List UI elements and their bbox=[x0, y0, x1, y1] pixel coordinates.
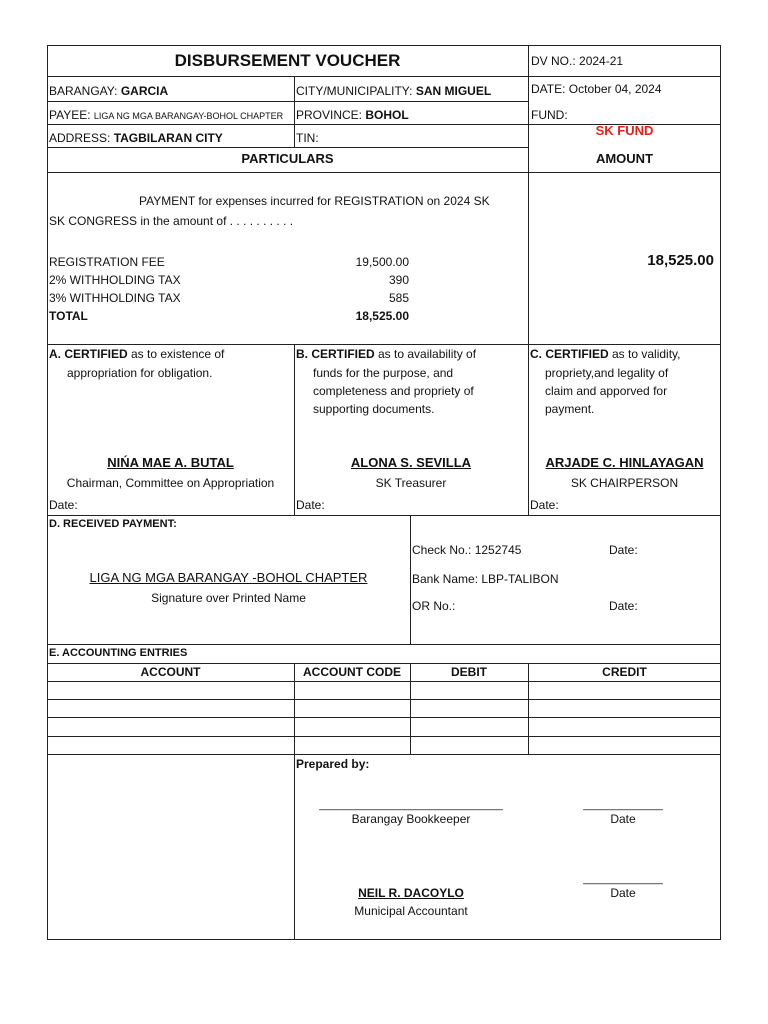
accountant-name: NEIL R. DACOYLO bbox=[358, 886, 464, 900]
tin-label: TIN: bbox=[296, 131, 319, 145]
cert-b-line3: completeness and propriety of bbox=[313, 384, 474, 398]
accountant-date-caption: Date bbox=[610, 886, 636, 900]
rule bbox=[47, 681, 721, 682]
particulars-description-line2: SK CONGRESS in the amount of . . . . . . . . . . bbox=[49, 214, 294, 228]
dv-number-value: 2024-21 bbox=[579, 54, 624, 68]
particulars-heading: PARTICULARS bbox=[241, 151, 334, 166]
received-payee-name: LIGA NG MGA BARANGAY -BOHOL CHAPTER bbox=[89, 570, 368, 585]
voucher-date bbox=[531, 82, 662, 96]
or-date-label: Date: bbox=[609, 599, 638, 613]
column-credit: CREDIT bbox=[602, 665, 647, 679]
date-label: DATE: bbox=[531, 82, 566, 96]
rule bbox=[47, 76, 721, 77]
province-value: BOHOL bbox=[365, 108, 409, 122]
cert-a-title: Chairman, Committee on Appropriation bbox=[66, 476, 275, 490]
cert-a-lead: A. CERTIFIED bbox=[49, 347, 128, 361]
cert-c-line2: propriety,and legality of bbox=[545, 366, 669, 380]
column-account: ACCOUNT bbox=[140, 665, 201, 679]
date-value: October 04, 2024 bbox=[568, 82, 662, 96]
province bbox=[296, 108, 409, 122]
rule bbox=[47, 147, 528, 148]
city-value: SAN MIGUEL bbox=[415, 84, 492, 98]
cert-c-date: Date: bbox=[530, 498, 559, 512]
column-debit: DEBIT bbox=[451, 665, 487, 679]
rule bbox=[47, 515, 721, 516]
barangay-label: BARANGAY: bbox=[49, 84, 118, 98]
or-number-label: OR No.: bbox=[412, 599, 456, 613]
bookkeeper-title: Barangay Bookkeeper bbox=[351, 812, 471, 826]
item-label: REGISTRATION FEE bbox=[49, 255, 165, 269]
check-value: 1252745 bbox=[474, 543, 522, 557]
cert-c-title: SK CHAIRPERSON bbox=[570, 476, 679, 490]
cert-c-line3: claim and apporved for bbox=[545, 384, 668, 398]
item-label: 3% WITHHOLDING TAX bbox=[49, 291, 181, 305]
item-value: 390 bbox=[388, 273, 409, 287]
fund-label: FUND: bbox=[531, 108, 568, 122]
dv-number-label: DV NO.: bbox=[531, 54, 576, 68]
bank-name bbox=[412, 572, 559, 586]
cert-b-title: SK Treasurer bbox=[375, 476, 447, 490]
cert-c-line1 bbox=[530, 347, 680, 361]
accounting-heading: E. ACCOUNTING ENTRIES bbox=[49, 647, 188, 659]
cert-c-name: ARJADE C. HINLAYAGAN bbox=[545, 455, 704, 470]
province-label: PROVINCE: bbox=[296, 108, 363, 122]
rule bbox=[294, 76, 295, 147]
accountant-date-line: _____________ bbox=[583, 873, 663, 885]
particulars-description-line1: PAYMENT for expenses incurred for REGISTRATION on 2024 SK bbox=[139, 194, 490, 208]
cert-a-line2: appropriation for obligation. bbox=[67, 366, 213, 380]
item-label: 2% WITHHOLDING TAX bbox=[49, 273, 181, 287]
cert-c-line4: payment. bbox=[545, 402, 595, 416]
cert-b-text: as to availability of bbox=[374, 347, 477, 361]
cert-c-lead: C. CERTIFIED bbox=[530, 347, 609, 361]
rule bbox=[410, 515, 411, 644]
cert-b-date: Date: bbox=[296, 498, 325, 512]
payee bbox=[49, 108, 283, 123]
cert-c-text: as to validity, bbox=[608, 347, 681, 361]
total-value: 18,525.00 bbox=[355, 309, 409, 323]
rule bbox=[47, 172, 721, 173]
rule bbox=[47, 663, 721, 664]
amount-value: 18,525.00 bbox=[647, 252, 714, 269]
barangay-value: GARCIA bbox=[120, 84, 169, 98]
city-label: CITY/MUNICIPALITY: bbox=[296, 84, 413, 98]
signature-caption: Signature over Printed Name bbox=[151, 591, 306, 605]
bookkeeper-signature-line: ______________________________ bbox=[319, 799, 503, 811]
cert-a-line1 bbox=[49, 347, 224, 361]
disbursement-voucher bbox=[47, 45, 721, 940]
payee-label: PAYEE: bbox=[49, 108, 91, 122]
dv-number bbox=[531, 54, 623, 68]
bank-label: Bank Name: bbox=[412, 572, 479, 586]
rule bbox=[47, 717, 721, 718]
rule bbox=[47, 754, 721, 755]
fund-value: SK FUND bbox=[595, 123, 654, 138]
bookkeeper-date-caption: Date bbox=[610, 812, 636, 826]
prepared-label: Prepared by: bbox=[296, 757, 370, 771]
bank-value: LBP-TALIBON bbox=[481, 572, 559, 586]
bookkeeper-date-line: _____________ bbox=[583, 799, 663, 811]
address bbox=[49, 131, 223, 145]
cert-a-text: as to existence of bbox=[127, 347, 225, 361]
rule bbox=[47, 699, 721, 700]
check-date-label: Date: bbox=[609, 543, 638, 557]
total-label: TOTAL bbox=[49, 309, 88, 323]
cert-b-line1 bbox=[296, 347, 476, 361]
check-label: Check No.: bbox=[412, 543, 472, 557]
voucher-title: DISBURSEMENT VOUCHER bbox=[174, 51, 401, 70]
rule bbox=[47, 344, 721, 345]
column-account-code: ACCOUNT CODE bbox=[303, 665, 401, 679]
rule bbox=[47, 101, 528, 102]
cert-b-name: ALONA S. SEVILLA bbox=[350, 455, 472, 470]
check-number bbox=[412, 543, 521, 557]
cert-b-lead: B. CERTIFIED bbox=[296, 347, 375, 361]
address-value: TAGBILARAN CITY bbox=[113, 131, 223, 145]
item-value: 585 bbox=[388, 291, 409, 305]
rule bbox=[528, 45, 529, 515]
cert-b-line2: funds for the purpose, and bbox=[313, 366, 454, 380]
rule bbox=[47, 736, 721, 737]
barangay bbox=[49, 84, 168, 98]
cert-b-line4: supporting documents. bbox=[313, 402, 435, 416]
rule bbox=[47, 644, 721, 645]
cert-a-date: Date: bbox=[49, 498, 78, 512]
city bbox=[296, 84, 491, 98]
amount-heading: AMOUNT bbox=[595, 151, 654, 166]
accountant-title: Municipal Accountant bbox=[354, 904, 468, 918]
address-label: ADDRESS: bbox=[49, 131, 111, 145]
item-value: 19,500.00 bbox=[355, 255, 409, 269]
payee-value: LIGA NG MGA BARANGAY-BOHOL CHAPTER bbox=[93, 111, 284, 121]
cert-a-name: NIŃA MAE A. BUTAL bbox=[107, 455, 234, 470]
received-heading: D. RECEIVED PAYMENT: bbox=[49, 518, 177, 530]
